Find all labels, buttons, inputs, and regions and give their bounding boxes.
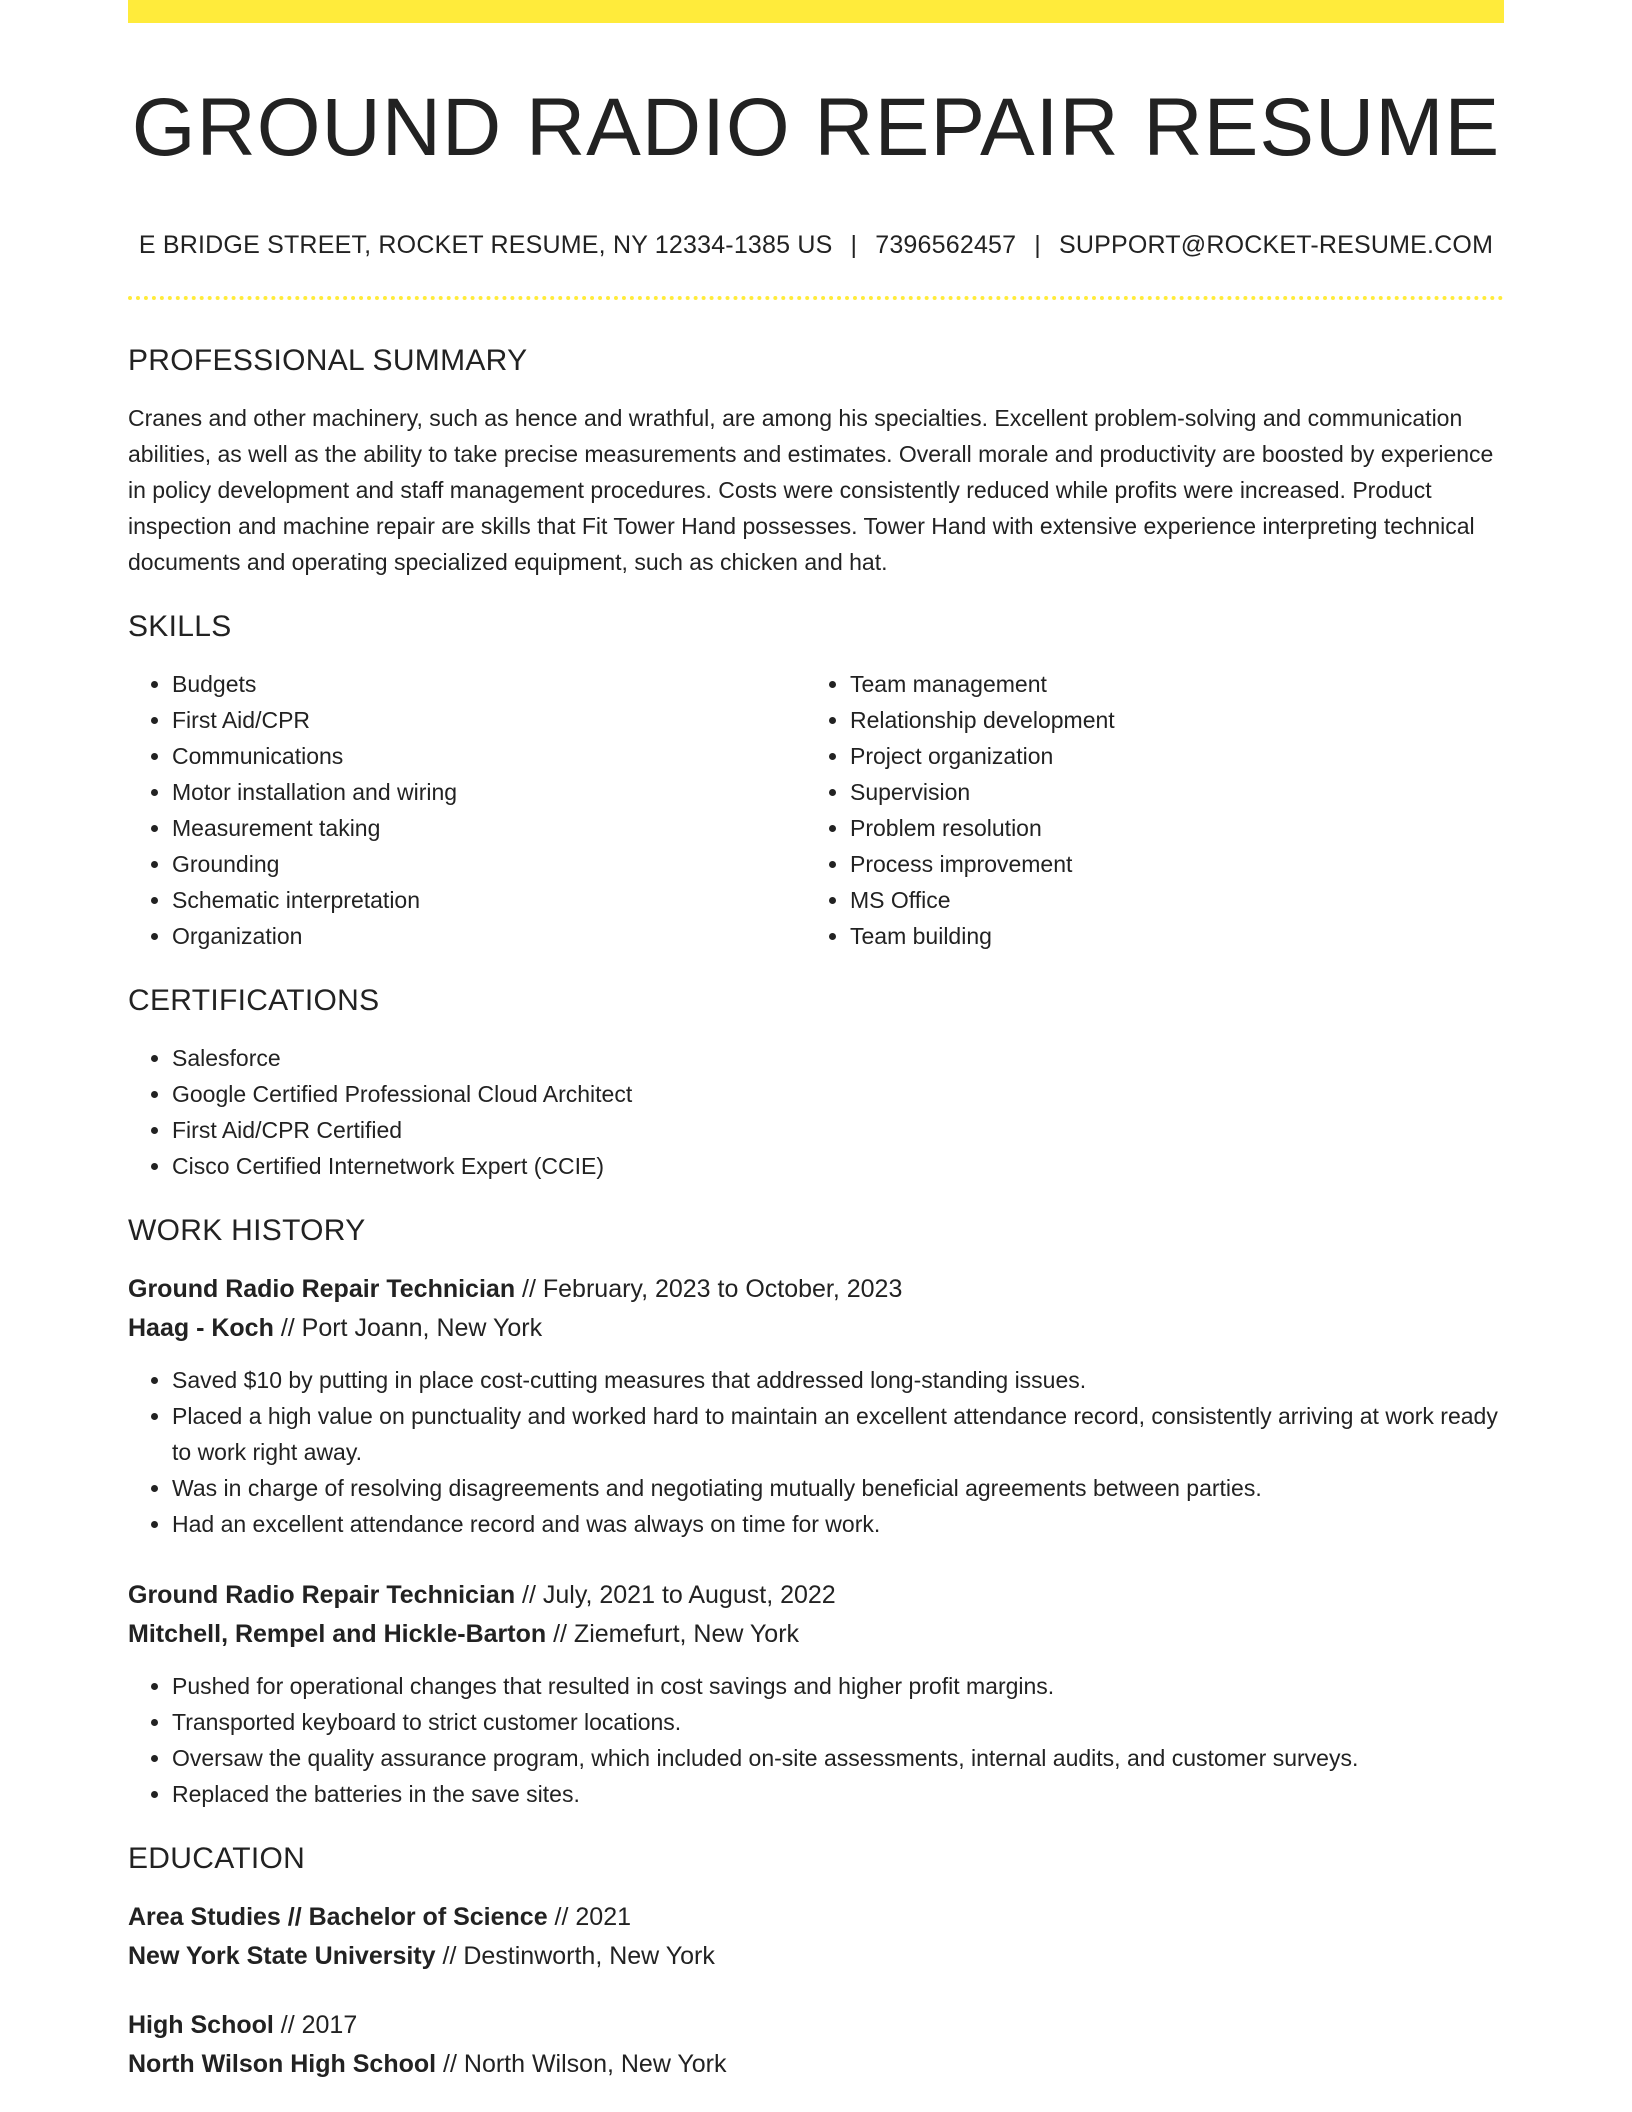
job-location: // Port Joann, New York (280, 1314, 543, 1343)
skill-item: • Motor installation and wiring (172, 774, 806, 810)
skills-column-left (128, 666, 806, 954)
job-dates: // February, 2023 to October, 2023 (522, 1275, 903, 1304)
skill-item: • Organization (172, 918, 806, 954)
skill-item: • Schematic interpretation (172, 882, 806, 918)
education-entry (128, 1898, 1504, 1976)
skills-heading: SKILLS (128, 610, 232, 644)
summary-text: Cranes and other machinery, such as hence and wrathful, are among his specialties. Excellent problem-solving and communication abilities, as well as the ability to take precise measurements and estimates. Overall morale and productivity are boosted by experience in policy development and staff management procedures. Costs were consistently reduced while profits were increased. Product inspection and machine repair are skills that Fit Tower Hand possesses. Tower Hand with extensive experience interpreting technical documents and operating specialized equipment, such as chicken and hat. (128, 405, 1494, 576)
skill-item: • Team management (850, 666, 1484, 702)
job-title-line (128, 1270, 1504, 1309)
education-degree-line (128, 1898, 1504, 1937)
certification-item: • Google Certified Professional Cloud Architect (172, 1076, 1504, 1112)
job-company: Mitchell, Rempel and Hickle-Barton (128, 1620, 547, 1649)
education-school-line (128, 2045, 1504, 2084)
skill-item: • Problem resolution (850, 810, 1484, 846)
job-bullet: • Transported keyboard to strict customer locations. (172, 1704, 1504, 1740)
education-degree: Area Studies // Bachelor of Science (128, 1903, 548, 1932)
job-bullet: • Pushed for operational changes that resulted in cost savings and higher profit margins. (172, 1668, 1504, 1704)
education-degree-line (128, 2006, 1504, 2045)
education-location: // Destinworth, New York (442, 1942, 715, 1971)
contact-line (128, 231, 1504, 260)
education-school: New York State University (128, 1942, 436, 1971)
job-bullet: • Oversaw the quality assurance program, which included on-site assessments, internal audits, and customer surveys. (172, 1740, 1504, 1776)
contact-phone: 7396562457 (875, 231, 1017, 260)
job-bullet: • Was in charge of resolving disagreements and negotiating mutually beneficial agreements between parties. (172, 1470, 1504, 1506)
skill-item: • Budgets (172, 666, 806, 702)
education-year: // 2017 (280, 2011, 358, 2040)
certification-item: • Salesforce (172, 1040, 1504, 1076)
certifications-list (128, 1040, 1504, 1184)
education-heading: EDUCATION (128, 1842, 306, 1876)
skills-column-right (806, 666, 1484, 954)
skill-item: • Process improvement (850, 846, 1484, 882)
dotted-divider (128, 296, 1504, 300)
contact-address: E BRIDGE STREET, ROCKET RESUME, NY 12334-1385 US (138, 231, 833, 260)
education-location: // North Wilson, New York (443, 2050, 727, 2079)
job-bullet: • Placed a high value on punctuality and worked hard to maintain an excellent attendance record, consistently arriving at work ready to work right away. (172, 1398, 1504, 1470)
job-title: Ground Radio Repair Technician (128, 1581, 516, 1610)
job-dates: // July, 2021 to August, 2022 (522, 1581, 836, 1610)
job-bullet: • Had an excellent attendance record and was always on time for work. (172, 1506, 1504, 1542)
work-history-heading: WORK HISTORY (128, 1214, 366, 1248)
certification-item: • First Aid/CPR Certified (172, 1112, 1504, 1148)
job-title: Ground Radio Repair Technician (128, 1275, 516, 1304)
job-bullet: • Saved $10 by putting in place cost-cutting measures that addressed long-standing issues. (172, 1362, 1504, 1398)
certification-item: • Cisco Certified Internetwork Expert (CCIE) (172, 1148, 1504, 1184)
contact-email: SUPPORT@ROCKET-RESUME.COM (1058, 231, 1494, 260)
job-company: Haag - Koch (128, 1314, 274, 1343)
skill-item: • First Aid/CPR (172, 702, 806, 738)
job-company-line (128, 1309, 1504, 1348)
contact-separator: | (1034, 231, 1041, 260)
skill-item: • Relationship development (850, 702, 1484, 738)
job-bullets (128, 1362, 1504, 1542)
education-entry (128, 2006, 1504, 2084)
skill-item: • Communications (172, 738, 806, 774)
job-bullets (128, 1668, 1504, 1812)
job-entry (128, 1576, 1504, 1812)
top-accent-bar (128, 0, 1504, 23)
skill-item: • Grounding (172, 846, 806, 882)
summary-heading: PROFESSIONAL SUMMARY (128, 344, 528, 378)
job-entry (128, 1270, 1504, 1542)
job-location: // Ziemefurt, New York (553, 1620, 800, 1649)
contact-separator: | (850, 231, 858, 260)
education-year: // 2021 (554, 1903, 631, 1932)
skill-item: • Measurement taking (172, 810, 806, 846)
skill-item: • Team building (850, 918, 1484, 954)
skill-item: • Project organization (850, 738, 1484, 774)
education-degree: High School (128, 2011, 274, 2040)
resume-page (128, 0, 1504, 2084)
education-school-line (128, 1937, 1504, 1976)
job-company-line (128, 1615, 1504, 1654)
job-bullet: • Replaced the batteries in the save sites. (172, 1776, 1504, 1812)
education-school: North Wilson High School (128, 2050, 437, 2079)
skill-item: • Supervision (850, 774, 1484, 810)
certifications-heading: CERTIFICATIONS (128, 984, 380, 1018)
skills-grid (128, 666, 1504, 954)
job-title-line (128, 1576, 1504, 1615)
resume-title: GROUND RADIO REPAIR RESUME (131, 82, 1501, 173)
skill-item: • MS Office (850, 882, 1484, 918)
